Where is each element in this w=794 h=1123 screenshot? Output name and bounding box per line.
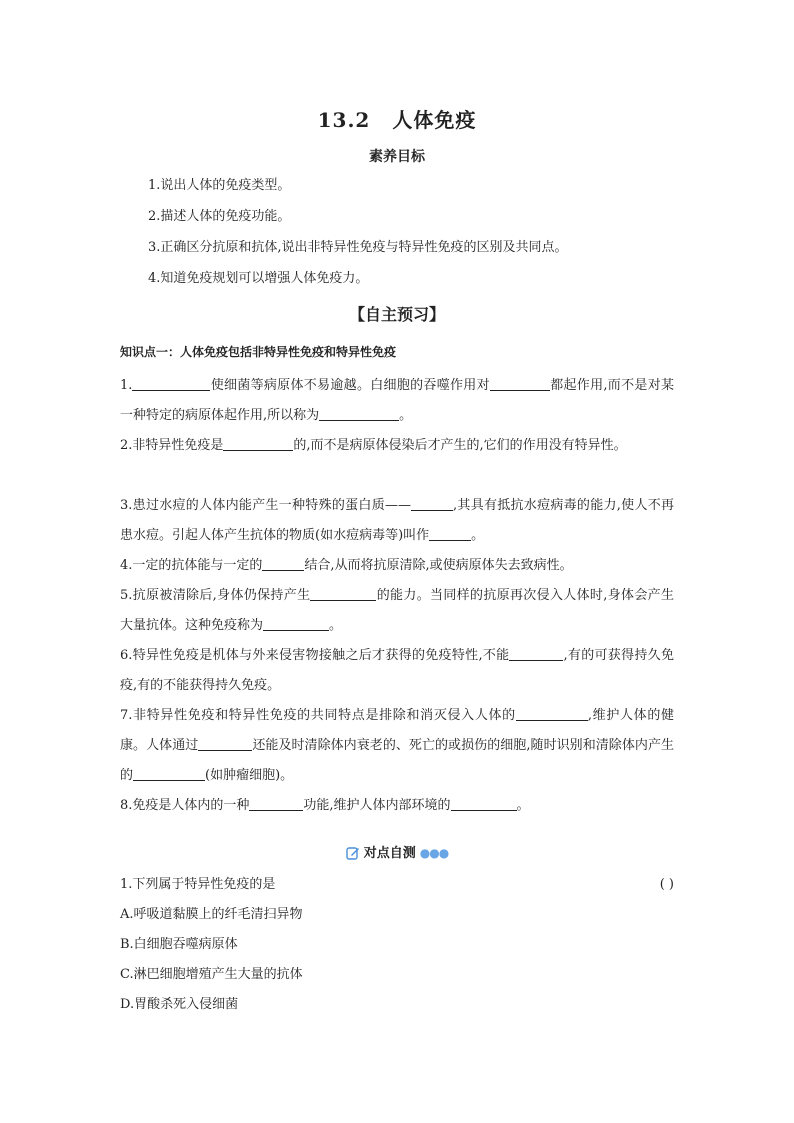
- goal-item: 4.知道免疫规划可以增强人体免疫力。: [148, 271, 369, 286]
- option-a[interactable]: A.呼吸道黏膜上的纤毛清扫异物: [120, 907, 303, 922]
- fill-blank[interactable]: [310, 586, 376, 601]
- fill-blank[interactable]: [411, 496, 453, 511]
- goal-item: 2.描述人体的免疫功能。: [148, 209, 291, 224]
- self-test-question: [120, 870, 674, 1020]
- knowledge-point-heading: 知识点一：人体免疫包括非特异性免疫和特异性免疫: [120, 345, 397, 359]
- question-paragraph: 7.非特异性免疫和特异性免疫的共同特点是排除和消灭侵入人体的 ,维护人体的健康。人体通过 还能及时清除体内衰老的、死亡的或损伤的细胞,随时识别和清除体内产生的 (如肿瘤细胞)。: [120, 708, 674, 783]
- fill-blank[interactable]: [262, 556, 304, 571]
- fill-blank[interactable]: [133, 766, 205, 781]
- goals-list: [148, 176, 708, 300]
- section-number: 13.2: [317, 108, 371, 132]
- question-paragraph: 3.患过水痘的人体内能产生一种特殊的蛋白质—— ,其具有抵抗水痘病毒的能力,使人不再患水痘。引起人体产生抗体的物质(如水痘病毒等)叫作 。: [120, 498, 675, 543]
- question-paragraph: 4.一定的抗体能与一定的 结合,从而将抗原清除,或使病原体失去致病性。: [120, 558, 573, 573]
- answer-paren[interactable]: ( ): [659, 877, 674, 892]
- question-paragraph: 5.抗原被清除后,身体仍保持产生 的能力。当同样的抗原再次侵入人体时,身体会产生大量抗体。这种免疫称为 。: [120, 588, 674, 633]
- fill-blank[interactable]: [516, 706, 588, 721]
- fill-blank[interactable]: [263, 616, 329, 631]
- self-test-heading: 对点自测 ●●●: [0, 842, 794, 864]
- option-d[interactable]: D.胃酸杀死入侵细菌: [120, 997, 239, 1012]
- spacer: [120, 461, 674, 491]
- fill-blank[interactable]: [249, 796, 303, 811]
- goal-item: 3.正确区分抗原和抗体,说出非特异性免疫与特异性免疫的区别及共同点。: [148, 240, 568, 255]
- question-paragraph: 6.特异性免疫是机体与外来侵害物接触之后才获得的免疫特性,不能 ,有的可获得持久免疫,有的不能获得持久免疫。: [120, 648, 674, 693]
- decorative-dots-icon: ●●●: [419, 846, 449, 860]
- question-stem: 1.下列属于特异性免疫的是 ( ): [120, 870, 674, 900]
- question-paragraph: 8.免疫是人体内的一种 功能,维护人体内部环境的 。: [120, 798, 530, 813]
- preview-body: [120, 371, 674, 821]
- fill-blank[interactable]: [223, 436, 293, 451]
- fill-blank[interactable]: [132, 376, 210, 391]
- fill-blank[interactable]: [490, 376, 550, 391]
- preview-heading: 【自主预习】: [348, 305, 445, 324]
- goals-heading: 素养目标: [369, 149, 425, 165]
- option-b[interactable]: B.白细胞吞噬病原体: [120, 937, 238, 952]
- section-title: 人体免疫: [392, 108, 477, 132]
- question-paragraph: 1. 使细菌等病原体不易逾越。白细胞的吞噬作用对 都起作用,而不是对某一种特定的病原体起作用,所以称为 。: [120, 378, 674, 423]
- option-c[interactable]: C.淋巴细胞增殖产生大量的抗体: [120, 967, 303, 982]
- fill-blank[interactable]: [198, 736, 252, 751]
- question-paragraph: 2.非特异性免疫是 的,而不是病原体侵染后才产生的,它们的作用没有特异性。: [120, 438, 627, 453]
- fill-blank[interactable]: [319, 406, 399, 421]
- pencil-note-icon: [346, 846, 360, 864]
- fill-blank[interactable]: [429, 526, 471, 541]
- fill-blank[interactable]: [509, 646, 563, 661]
- page-title: [0, 104, 794, 133]
- fill-blank[interactable]: [451, 796, 517, 811]
- goal-item: 1.说出人体的免疫类型。: [148, 178, 291, 193]
